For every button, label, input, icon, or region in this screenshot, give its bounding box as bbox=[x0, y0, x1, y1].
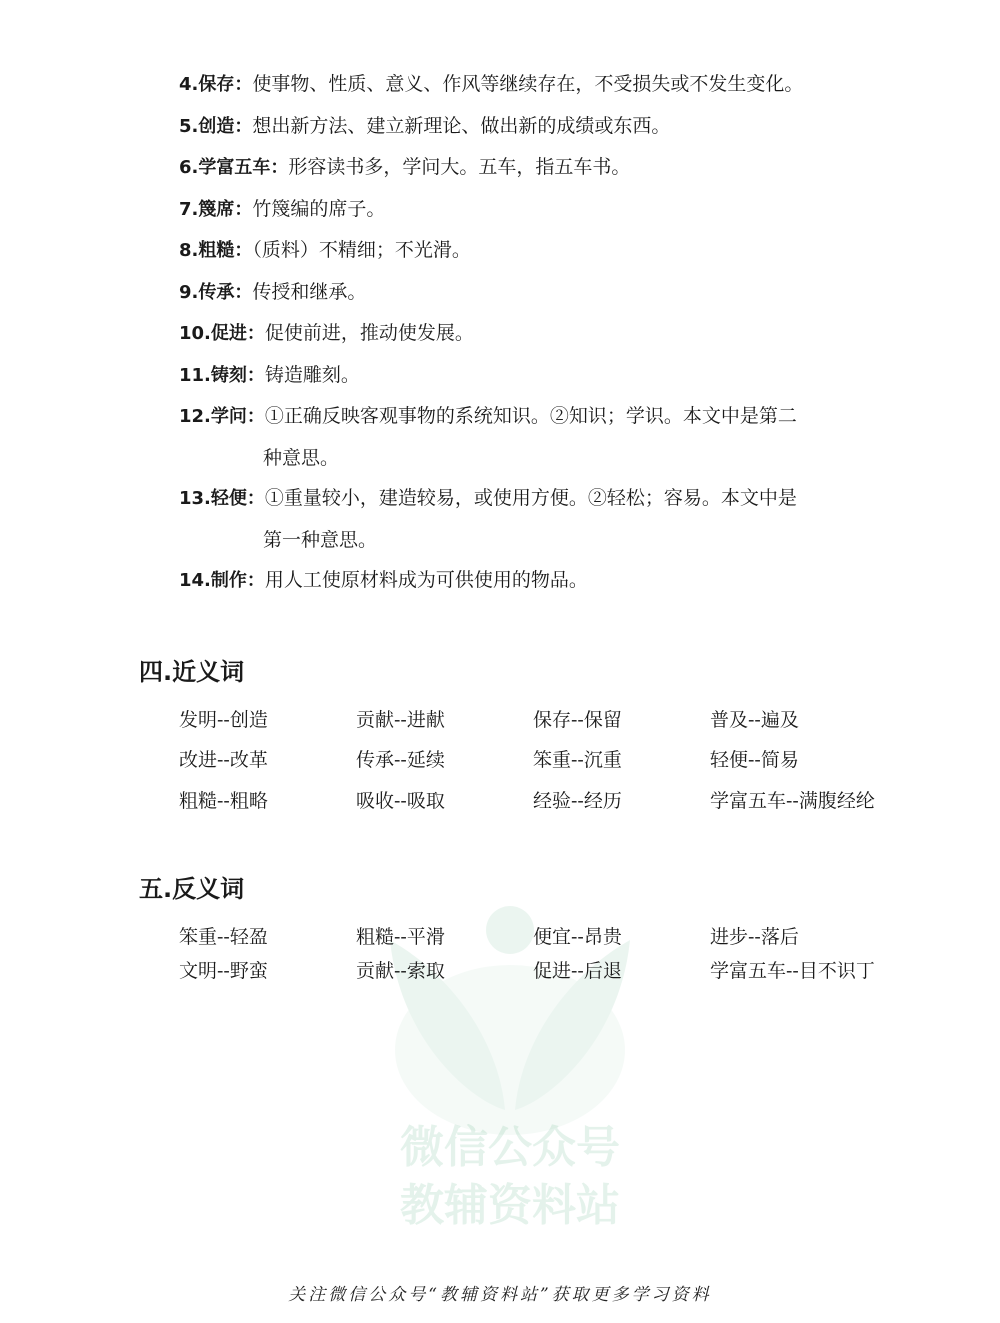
antonyms-heading: 五.反义词 bbox=[139, 875, 245, 903]
synonym-pair: 普及--遍及 bbox=[710, 708, 799, 731]
footer-note: 关注微信公众号“教辅资料站”获取更多学习资料 bbox=[288, 1285, 712, 1305]
synonym-pair: 粗糙--粗略 bbox=[179, 789, 268, 812]
synonym-row bbox=[179, 698, 939, 739]
synonym-pair: 轻便--简易 bbox=[710, 749, 799, 772]
definition-item bbox=[179, 189, 879, 231]
watermark-line1: 微信公众号 bbox=[400, 1122, 620, 1173]
definition-text: 形容读书多，学问大。五车，指五车书。 bbox=[288, 156, 631, 178]
watermark-line2: 教辅资料站 bbox=[400, 1180, 620, 1231]
definition-text: （质料）不精细；不光滑。 bbox=[252, 239, 471, 261]
synonyms-heading: 四.近义词 bbox=[139, 658, 245, 686]
definition-text: 想出新方法、建立新理论、做出新的成绩或东西。 bbox=[252, 114, 671, 137]
definition-text: 使事物、性质、意义、作风等继续存在，不受损失或不发生变化。 bbox=[252, 73, 804, 95]
synonyms-grid bbox=[179, 698, 939, 820]
synonym-pair: 传承--延续 bbox=[356, 749, 445, 772]
definition-item bbox=[179, 560, 879, 602]
definition-text: 促使前进，推动使发展。 bbox=[264, 322, 474, 344]
synonym-pair: 贡献--进献 bbox=[356, 708, 445, 731]
definition-text: ①正确反映客观事物的系统知识。②知识；学识。本文中是第二 bbox=[264, 405, 797, 427]
definition-term: 12.学问： bbox=[179, 406, 265, 427]
antonym-pair: 学富五车--目不识丁 bbox=[710, 959, 875, 982]
definition-item bbox=[179, 396, 879, 478]
synonym-pair: 笨重--沉重 bbox=[533, 749, 622, 772]
definition-item bbox=[179, 147, 879, 189]
definition-text: 铸造雕刻。 bbox=[264, 363, 360, 386]
definition-term: 5.创造： bbox=[179, 115, 253, 137]
definition-continuation: 第一种意思。 bbox=[263, 528, 378, 551]
synonym-pair: 学富五车--满腹经纶 bbox=[710, 789, 875, 812]
definition-item bbox=[179, 106, 879, 148]
definition-continuation: 种意思。 bbox=[263, 446, 340, 469]
definition-term: 14.制作： bbox=[179, 570, 265, 591]
antonyms-grid bbox=[179, 918, 939, 986]
definition-item bbox=[179, 478, 879, 560]
definition-item bbox=[179, 64, 879, 106]
antonym-pair: 进步--落后 bbox=[710, 925, 799, 948]
definition-item bbox=[179, 355, 879, 397]
definition-text: 传授和继承。 bbox=[252, 280, 367, 303]
antonym-row bbox=[179, 918, 939, 952]
definition-list bbox=[179, 64, 879, 602]
synonym-pair: 改进--改革 bbox=[179, 749, 268, 772]
definition-text: ①重量较小，建造较易，或使用方便。②轻松；容易。本文中是 bbox=[264, 487, 797, 509]
synonym-pair: 发明--创造 bbox=[179, 708, 268, 731]
synonym-row bbox=[179, 779, 939, 820]
definition-text: 用人工使原材料成为可供使用的物品。 bbox=[264, 569, 588, 591]
synonym-pair: 吸收--吸取 bbox=[356, 789, 445, 812]
definition-term: 11.铸刻： bbox=[179, 364, 265, 386]
definition-term: 6.学富五车： bbox=[179, 157, 289, 178]
definition-item bbox=[179, 230, 879, 272]
antonym-pair: 文明--野蛮 bbox=[179, 959, 268, 982]
definition-term: 4.保存： bbox=[179, 74, 253, 95]
definition-term: 10.促进： bbox=[179, 323, 265, 344]
antonym-pair: 便宜--昂贵 bbox=[533, 925, 622, 948]
definition-term: 7.篾席： bbox=[179, 198, 253, 220]
synonym-row bbox=[179, 739, 939, 780]
antonym-pair: 笨重--轻盈 bbox=[179, 925, 268, 948]
antonym-pair: 粗糙--平滑 bbox=[356, 925, 445, 948]
definition-text: 竹篾编的席子。 bbox=[252, 197, 386, 220]
definition-item bbox=[179, 313, 879, 355]
antonym-pair: 贡献--索取 bbox=[356, 959, 445, 982]
definition-term: 8.粗糙： bbox=[179, 240, 253, 261]
definition-term: 13.轻便： bbox=[179, 488, 265, 509]
antonym-pair: 促进--后退 bbox=[533, 959, 622, 982]
synonym-pair: 保存--保留 bbox=[533, 708, 622, 731]
definition-term: 9.传承： bbox=[179, 281, 253, 303]
synonym-pair: 经验--经历 bbox=[533, 789, 622, 812]
watermark-base bbox=[395, 965, 625, 1135]
definition-item bbox=[179, 272, 879, 314]
antonym-row bbox=[179, 952, 939, 986]
